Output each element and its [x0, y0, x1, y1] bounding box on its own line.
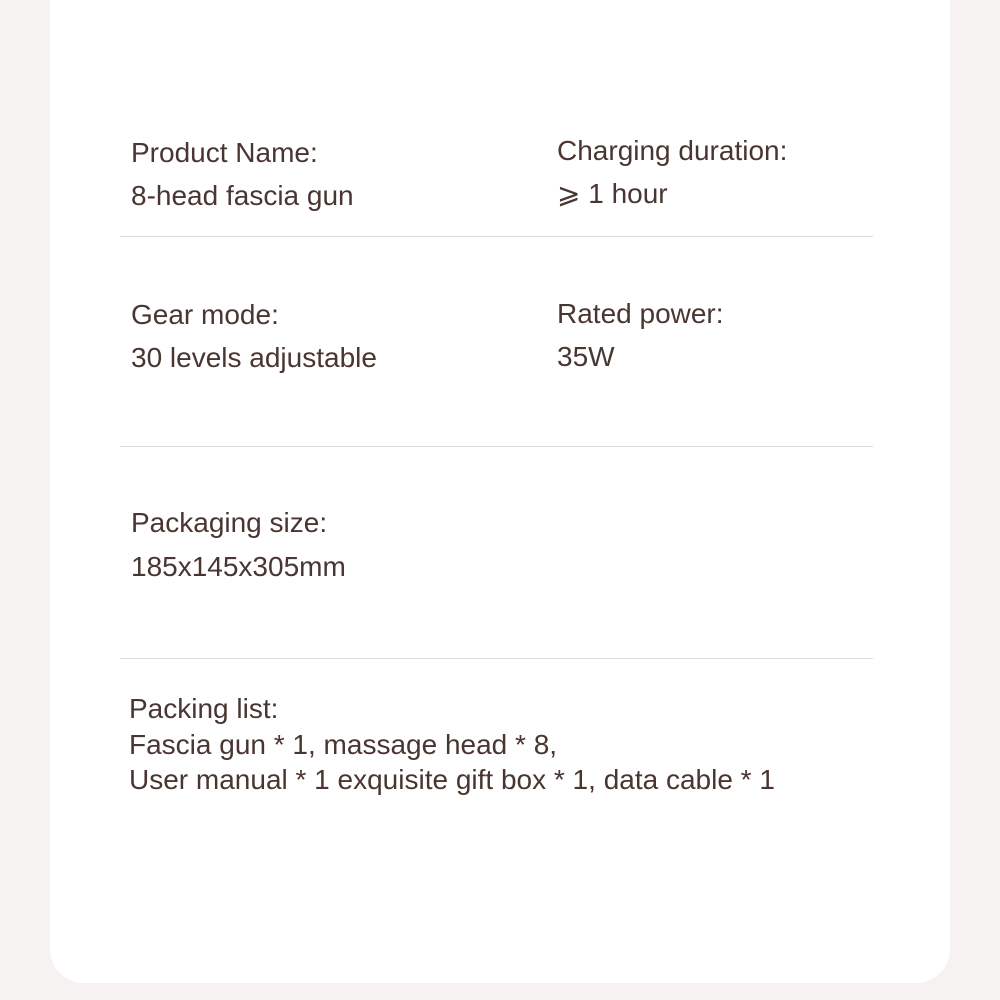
divider: [120, 446, 873, 447]
packing-list-line-1: Fascia gun * 1, massage head * 8,: [129, 729, 558, 760]
packaging-size-label: Packaging size:: [131, 507, 328, 538]
rated-power-label: Rated power:: [557, 298, 724, 329]
packaging-size-value: 185x145x305mm: [131, 551, 346, 582]
divider: [120, 658, 873, 659]
gear-mode-value: 30 levels adjustable: [131, 342, 377, 373]
charging-duration-value: ⩾ 1 hour: [557, 178, 668, 209]
gear-mode-label: Gear mode:: [131, 299, 279, 330]
rated-power-value: 35W: [557, 341, 615, 372]
product-name-label: Product Name:: [131, 137, 318, 168]
charging-duration-label: Charging duration:: [557, 135, 788, 166]
product-name-value: 8-head fascia gun: [131, 180, 354, 211]
packing-list-label: Packing list:: [129, 693, 279, 724]
divider: [120, 236, 873, 237]
packing-list-line-2: User manual * 1 exquisite gift box * 1, data cable * 1: [129, 764, 775, 795]
